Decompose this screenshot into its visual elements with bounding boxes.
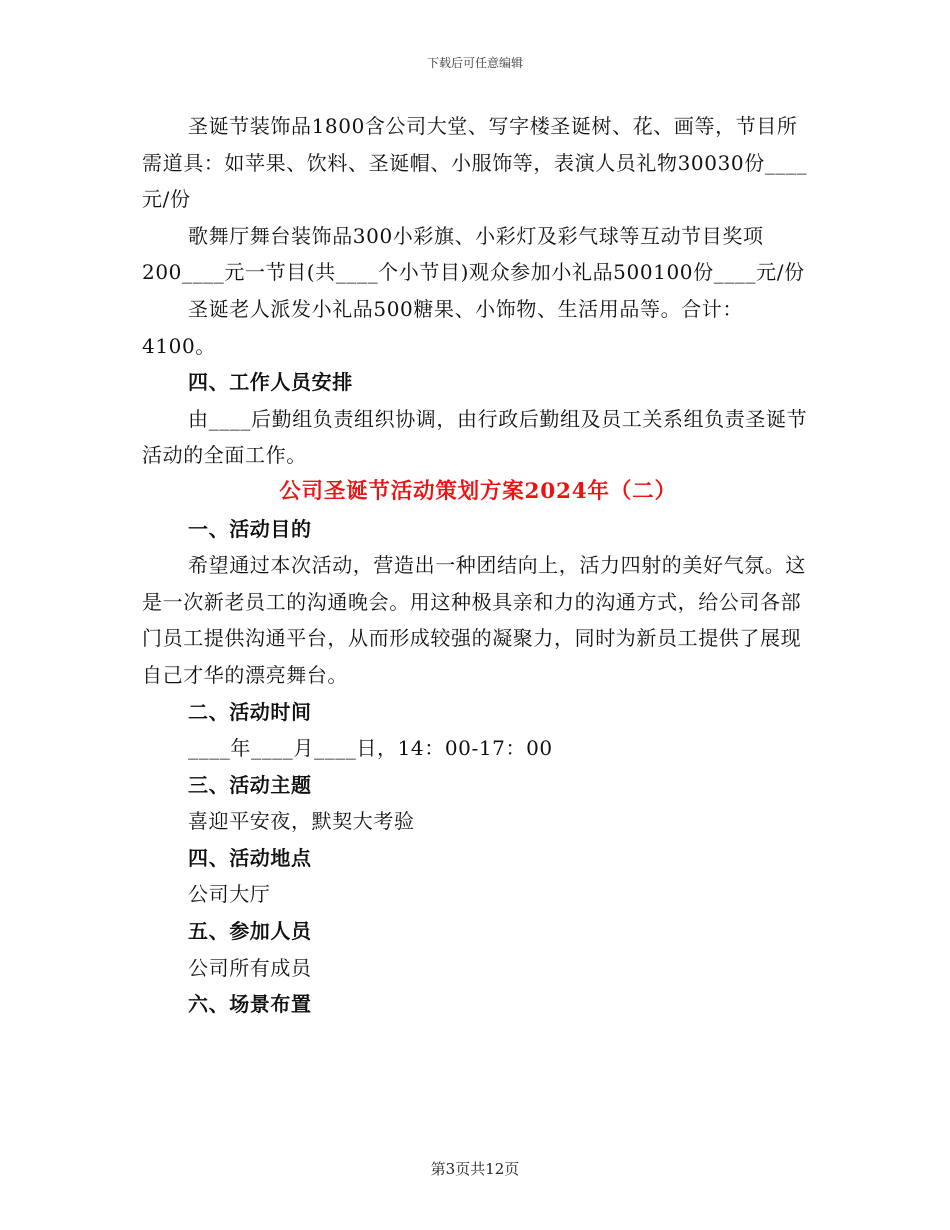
paragraph-purpose: 希望通过本次活动，营造出一种团结向上，活力四射的美好气氛。这是一次新老员工的沟通晚会。用这种极具亲和力的沟通方式，给公司各部门员工提供沟通平台，从而形成较强的凝聚力，同时为新员工提供了展现自己才华的漂亮舞台。 bbox=[142, 553, 806, 687]
paragraph-place: 公司大厅 bbox=[188, 882, 271, 907]
paragraph-theme: 喜迎平安夜，默契大考验 bbox=[188, 809, 415, 834]
paragraph-santa-gifts: 圣诞老人派发小礼品500糖果、小饰物、生活用品等。合计：4100。 bbox=[142, 296, 743, 358]
paragraph-staff: 由____后勤组负责组织协调，由行政后勤组及员工关系组负责圣诞节活动的全面工作。 bbox=[142, 406, 808, 468]
heading-purpose: 一、活动目的 bbox=[188, 516, 312, 541]
heading-place: 四、活动地点 bbox=[188, 845, 312, 870]
heading-participants: 五、参加人员 bbox=[188, 919, 312, 944]
page-header: 下载后可任意编辑 bbox=[426, 56, 523, 70]
section-title: 公司圣诞节活动策划方案2024年（二） bbox=[279, 478, 677, 504]
heading-staff-arrangement: 四、工作人员安排 bbox=[188, 370, 353, 395]
document-body bbox=[142, 108, 814, 1023]
heading-scene-layout: 六、场景布置 bbox=[188, 992, 312, 1017]
paragraph-time: ____年____月____日，14：00-17：00 bbox=[188, 736, 553, 761]
heading-time: 二、活动时间 bbox=[188, 699, 312, 724]
heading-theme: 三、活动主题 bbox=[188, 772, 312, 797]
page-footer: 第3页共12页 bbox=[430, 1160, 520, 1178]
paragraph-participants: 公司所有成员 bbox=[188, 955, 312, 980]
paragraph-stage: 歌舞厅舞台装饰品300小彩旗、小彩灯及彩气球等互动节目奖项200____元一节目(共____个小节目)观众参加小礼品500100份____元/份 bbox=[142, 223, 805, 285]
paragraph-decorations: 圣诞节装饰品1800含公司大堂、写字楼圣诞树、花、画等，节目所需道具：如苹果、饮料、圣诞帽、小服饰等，表演人员礼物30030份____元/份 bbox=[142, 114, 808, 212]
